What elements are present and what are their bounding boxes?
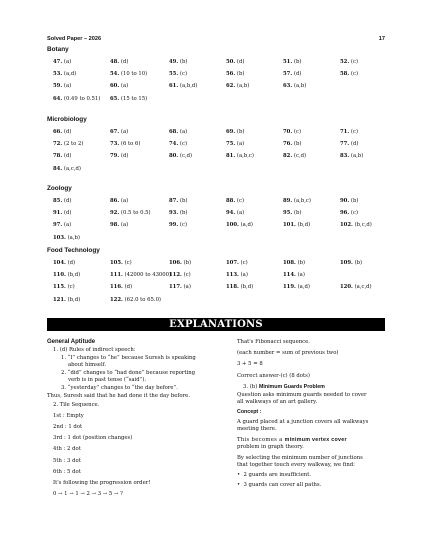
question-number: 114.: [283, 272, 296, 279]
concept-heading: Concept :: [237, 408, 262, 415]
question-number: 88.: [226, 198, 236, 204]
answer-cell: [110, 197, 128, 205]
tile-2: 2nd : 1 dot: [53, 424, 83, 431]
question-number: 57.: [283, 71, 293, 78]
answer-row: [53, 234, 383, 242]
rule-1: 1. “I” changes to “he” because Suresh is speaking: [61, 355, 196, 362]
answer-cell: [340, 128, 358, 136]
question-number: 110.: [53, 272, 66, 279]
answer-cell: [169, 221, 187, 229]
answer-value: (c): [236, 198, 245, 204]
question-number: 117.: [169, 284, 182, 291]
answer-value: (6 to 6): [120, 141, 141, 148]
answer-value: (a): [63, 83, 72, 90]
answer-cell: [110, 140, 140, 148]
answer-cell: [110, 283, 132, 291]
answer-value: (c,d): [293, 153, 307, 160]
tile-4: 4th : 2 dot: [53, 446, 81, 453]
answer-value: (a,b): [67, 234, 80, 241]
answer-cell: [53, 95, 100, 103]
question-number: 70.: [283, 129, 293, 135]
answer-cell: [53, 152, 71, 160]
answer-cell: [53, 197, 71, 205]
question-number: 52.: [340, 59, 350, 65]
answer-cell: [226, 283, 253, 291]
answer-value: (a): [120, 129, 129, 135]
question-number: 49.: [169, 59, 179, 65]
answer-value: (b,d): [240, 284, 254, 291]
answer-cell: [340, 58, 358, 66]
question-number: 99.: [169, 222, 179, 229]
question-number: 119.: [283, 284, 296, 291]
question-number: 71.: [340, 129, 350, 135]
answer-row: [53, 128, 383, 136]
answer-value: (a): [120, 222, 129, 229]
vertex-cover-term: minimum vertex cover: [284, 437, 347, 444]
question-number: 121.: [53, 296, 66, 303]
section-title: Zoology: [47, 185, 72, 192]
answer-cell: [340, 152, 363, 160]
question-number: 58.: [340, 71, 350, 78]
answer-value: (a,c,d): [63, 165, 81, 172]
question-number: 63.: [283, 83, 293, 90]
answer-row: [53, 152, 383, 160]
answer-value: (a,b): [350, 153, 364, 160]
answer-cell: [226, 140, 244, 148]
page-number: 17: [378, 36, 385, 42]
answer-cell: [283, 58, 301, 66]
question-number: 51.: [283, 59, 293, 65]
answer-cell: [110, 221, 128, 229]
question-number: 72.: [53, 141, 63, 148]
question-number: 91.: [53, 210, 63, 217]
question-number: 118.: [226, 284, 239, 291]
answer-cell: [226, 58, 244, 66]
question-number: 104.: [53, 260, 66, 266]
answer-value: (b,c,d): [354, 222, 372, 229]
answer-value: (b): [354, 260, 363, 266]
answer-row: [53, 259, 383, 267]
correct-answer: Correct answer-(c) (8 dots): [237, 372, 310, 379]
answer-row: [53, 209, 383, 217]
answer-value: (d): [120, 153, 129, 160]
sum: 3 + 5 = 8: [237, 361, 263, 368]
question-number: 95.: [283, 210, 293, 217]
answer-value: (a): [236, 141, 245, 148]
answer-value: (b): [297, 260, 306, 266]
question-number: 61.: [169, 83, 179, 90]
answer-cell: [283, 70, 301, 78]
answer-cell: [110, 82, 128, 90]
answer-cell: [53, 283, 75, 291]
answer-value: (d): [63, 198, 72, 204]
sequence: 0 → 1 → 1 → 2 → 3 → 5 → ?: [53, 491, 123, 498]
answer-cell: [53, 128, 71, 136]
fibonacci-note: That's Fibonacci sequence.: [237, 339, 310, 345]
answer-row: [53, 82, 383, 90]
answer-cell: [53, 140, 83, 148]
question-number: 98.: [110, 222, 120, 229]
answer-value: (d): [236, 59, 245, 65]
question-number: 78.: [53, 153, 63, 160]
answer-value: (c): [350, 129, 359, 135]
answer-cell: [110, 271, 171, 279]
question-number: 59.: [53, 83, 63, 90]
question-number: 94.: [226, 210, 236, 217]
answer-value: (a,b,d): [179, 83, 198, 90]
question-number: 79.: [110, 153, 120, 160]
answer-value: (15 to 15): [120, 95, 148, 102]
section-title: Botany: [47, 46, 69, 53]
answer-cell: [53, 82, 71, 90]
answer-cell: [110, 296, 161, 304]
question-number: 73.: [110, 141, 120, 148]
answer-cell: [110, 209, 151, 217]
answer-value: (a,b,c): [293, 198, 311, 204]
answer-value: (a): [240, 272, 248, 279]
answer-cell: [283, 259, 305, 267]
answer-cell: [226, 128, 244, 136]
answer-value: (a): [236, 210, 245, 217]
answer-cell: [110, 128, 128, 136]
explanations-banner: EXPLANATIONS: [47, 318, 385, 331]
question-number: 62.: [226, 83, 236, 90]
answer-row: [53, 271, 383, 279]
question-number: 53.: [53, 71, 63, 78]
question-3: [237, 383, 387, 391]
question-3-title: Minimum Guards Problem: [258, 383, 325, 390]
answer-value: (c): [350, 59, 359, 65]
answer-value: (0.5 to 0.5): [120, 210, 151, 217]
answer-value: (a,d): [240, 222, 253, 229]
ask-line-1: Question asks minimum guards needed to cover: [237, 392, 367, 399]
bullet-icon: •: [237, 471, 244, 478]
answer-cell: [53, 209, 71, 217]
answer-cell: [283, 140, 301, 148]
question-number: 84.: [53, 165, 63, 172]
answer-cell: [53, 58, 71, 66]
bullet-2-text: 3 guards can cover all paths.: [243, 482, 322, 489]
answer-value: (b): [236, 129, 245, 135]
question-number: 108.: [283, 260, 296, 266]
section-title: Microbiology: [47, 116, 87, 123]
answer-value: (a): [179, 129, 188, 135]
answer-cell: [169, 70, 187, 78]
rule-2: 2. “did” changes to “had done” because reporting: [61, 370, 196, 377]
answer-value: (c): [350, 210, 359, 217]
answer-cell: [53, 234, 80, 242]
concept-line-2: meeting there.: [237, 425, 277, 432]
answer-cell: [169, 152, 192, 160]
explanations-left-column: [47, 338, 212, 498]
answer-row: [53, 296, 383, 304]
answer-value: (2 to 2): [63, 141, 84, 148]
answer-cell: [53, 259, 75, 267]
question-2: 2. Tile Sequence.: [53, 401, 100, 408]
question-number: 102.: [340, 222, 353, 229]
question-number: 100.: [226, 222, 239, 229]
fibonacci-rule: (each number = sum of previous two): [237, 350, 339, 357]
answer-row: [53, 58, 383, 66]
answer-value: (c): [67, 284, 75, 291]
answer-value: (d): [67, 260, 76, 266]
bullet-1: [237, 471, 387, 479]
conclusion: Thus, Suresh said that he had done it the day before.: [47, 393, 190, 400]
answer-cell: [226, 209, 244, 217]
answer-cell: [283, 283, 310, 291]
answer-value: (a): [63, 222, 72, 229]
answer-cell: [169, 197, 187, 205]
question-number: 82.: [283, 153, 293, 160]
question-number: 111.: [110, 272, 123, 279]
answer-cell: [226, 259, 248, 267]
rule-2-cont: verb is in past tense (“said”).: [68, 377, 147, 384]
question-1: 1. (d) Rules of indirect speech:: [53, 347, 136, 354]
explanations-right-column: [237, 338, 387, 489]
question-number: 93.: [169, 210, 179, 217]
answer-row: [53, 70, 383, 78]
question-number: 87.: [169, 198, 179, 204]
question-number: 115.: [53, 284, 66, 291]
answer-value: (b,d): [67, 296, 81, 303]
answer-cell: [226, 197, 244, 205]
bullet-icon: •: [237, 482, 244, 489]
tile-5: 5th : 3 dot: [53, 457, 81, 464]
question-number: 107.: [226, 260, 239, 266]
answer-value: (c,d): [179, 153, 193, 160]
question-3-number: 3. (b): [243, 383, 258, 390]
answer-value: (d): [124, 284, 133, 291]
answer-cell: [283, 128, 301, 136]
question-number: 97.: [53, 222, 63, 229]
answer-value: (c): [240, 260, 248, 266]
answer-cell: [169, 58, 187, 66]
question-number: 65.: [110, 95, 120, 102]
answer-value: (c): [179, 222, 188, 229]
question-number: 64.: [53, 95, 63, 102]
concept-line-4: problem in graph theory.: [237, 443, 304, 450]
question-number: 75.: [226, 141, 236, 148]
answer-value: (b,d): [67, 272, 81, 279]
ask-line-2: all walkways of an art gallery.: [237, 398, 318, 405]
answer-value: (a): [120, 198, 129, 204]
answer-value: (0.49 to 0.51): [63, 95, 101, 102]
question-number: 92.: [110, 210, 120, 217]
answer-value: (a,d): [63, 71, 77, 78]
answer-cell: [169, 259, 191, 267]
question-number: 81.: [226, 153, 236, 160]
question-number: 86.: [110, 198, 120, 204]
answer-value: (a,b): [236, 83, 250, 90]
answer-row: [53, 221, 383, 229]
question-number: 120.: [340, 284, 353, 291]
question-number: 85.: [53, 198, 63, 204]
rule-1-cont: about himself.: [68, 362, 107, 369]
answer-value: (a,b,c): [236, 153, 254, 160]
question-number: 74.: [169, 141, 179, 148]
question-number: 105.: [110, 260, 123, 266]
answer-cell: [110, 95, 147, 103]
question-number: 68.: [169, 129, 179, 135]
answer-cell: [53, 271, 80, 279]
answer-cell: [169, 82, 197, 90]
question-number: 76.: [283, 141, 293, 148]
answer-value: (b): [293, 210, 302, 217]
question-number: 109.: [340, 260, 353, 266]
progression-note: It's following the progression order!: [53, 480, 151, 487]
answer-value: (b): [293, 141, 302, 148]
answer-cell: [53, 221, 71, 229]
question-number: 116.: [110, 284, 123, 291]
answer-cell: [110, 259, 132, 267]
section-title: Food Technology: [47, 247, 100, 254]
answer-value: (c): [293, 129, 302, 135]
answer-cell: [226, 271, 248, 279]
answer-value: (a): [120, 83, 129, 90]
answer-cell: [226, 82, 249, 90]
question-number: 50.: [226, 59, 236, 65]
question-number: 89.: [283, 198, 293, 204]
answer-cell: [226, 221, 253, 229]
answer-value: (c): [350, 71, 359, 78]
answer-value: (10 to 10): [120, 71, 148, 78]
question-number: 69.: [226, 129, 236, 135]
answer-cell: [53, 296, 80, 304]
answer-cell: [283, 152, 306, 160]
answer-value: (62.0 to 65.0): [124, 296, 161, 303]
tile-1: 1st : Empty: [53, 412, 84, 419]
question-number: 80.: [169, 153, 179, 160]
answer-cell: [110, 70, 147, 78]
answer-value: (d): [63, 153, 72, 160]
answer-row: [53, 140, 383, 148]
answer-cell: [340, 283, 372, 291]
answer-value: (d): [63, 210, 72, 217]
answer-value: (b): [350, 198, 359, 204]
question-number: 47.: [53, 59, 63, 65]
concept-line-5: By selecting the minimum number of junctions: [237, 454, 363, 461]
section-heading: General Aptitude: [47, 339, 96, 345]
question-number: 54.: [110, 71, 120, 78]
rule-3: 3. “yesterday” changes to “the day before”.: [61, 385, 178, 392]
answer-cell: [283, 82, 306, 90]
answer-cell: [340, 140, 358, 148]
answer-cell: [340, 209, 358, 217]
answer-cell: [226, 70, 244, 78]
tile-3: 3rd : 1 dot (position changes): [53, 435, 133, 442]
answer-value: (a,c,d): [354, 284, 372, 291]
answer-value: (b): [183, 260, 192, 266]
answer-cell: [340, 70, 358, 78]
answer-cell: [169, 271, 191, 279]
answer-cell: [283, 221, 310, 229]
answer-row: [53, 165, 383, 173]
answer-value: (b): [179, 59, 188, 65]
question-number: 96.: [340, 210, 350, 217]
answer-value: (c): [179, 141, 188, 148]
answer-value: (c): [183, 272, 191, 279]
question-number: 60.: [110, 83, 120, 90]
answer-value: (b,d): [297, 222, 311, 229]
answer-value: (d): [350, 141, 359, 148]
answer-value: (b): [179, 210, 188, 217]
concept-line-3-text: This becomes a: [237, 437, 285, 444]
answer-value: (a): [297, 272, 305, 279]
question-number: 122.: [110, 296, 123, 303]
answer-cell: [169, 209, 187, 217]
answer-value: (a,b): [293, 83, 307, 90]
answer-row: [53, 197, 383, 205]
answer-value: (a): [183, 284, 191, 291]
answer-cell: [53, 165, 81, 173]
answer-cell: [283, 197, 311, 205]
answer-value: (c): [124, 260, 132, 266]
question-number: 55.: [169, 71, 179, 78]
answer-cell: [340, 259, 362, 267]
question-number: 112.: [169, 272, 182, 279]
answer-cell: [53, 70, 76, 78]
answer-cell: [283, 271, 305, 279]
answer-value: (b): [293, 59, 302, 65]
question-number: 83.: [340, 153, 350, 160]
question-number: 103.: [53, 234, 66, 241]
answer-value: (d): [120, 59, 129, 65]
answer-value: (d): [293, 71, 302, 78]
answer-cell: [340, 197, 358, 205]
question-number: 56.: [226, 71, 236, 78]
header-title: Solved Paper – 2026: [47, 36, 102, 42]
answer-cell: [283, 209, 301, 217]
question-number: 113.: [226, 272, 239, 279]
answer-value: (c): [179, 71, 188, 78]
tile-6: 6th : 5 dot: [53, 468, 81, 475]
question-number: 101.: [283, 222, 296, 229]
answer-value: (b): [236, 71, 245, 78]
answer-cell: [226, 152, 254, 160]
answer-cell: [169, 140, 187, 148]
concept-line-6: that together touch every walkway, we find:: [237, 461, 355, 468]
question-number: 67.: [110, 129, 120, 135]
bullet-1-text: 2 guards are insufficient.: [243, 471, 312, 478]
answer-value: (d): [63, 129, 72, 135]
question-number: 106.: [169, 260, 182, 266]
answer-cell: [110, 152, 128, 160]
answer-cell: [169, 283, 191, 291]
answer-cell: [340, 221, 372, 229]
answer-value: (42000 to 43000): [124, 272, 172, 279]
bullet-2: [237, 481, 387, 489]
question-number: 77.: [340, 141, 350, 148]
concept-line-1: A guard placed at a junction covers all walkways: [237, 419, 369, 426]
answer-value: (b): [179, 198, 188, 204]
answer-row: [53, 283, 383, 291]
question-number: 90.: [340, 198, 350, 204]
answer-cell: [110, 58, 128, 66]
answer-value: (a): [63, 59, 72, 65]
answer-value: (a,d): [297, 284, 310, 291]
answer-row: [53, 95, 383, 103]
answer-cell: [169, 128, 187, 136]
question-number: 66.: [53, 129, 63, 135]
question-number: 48.: [110, 59, 120, 65]
